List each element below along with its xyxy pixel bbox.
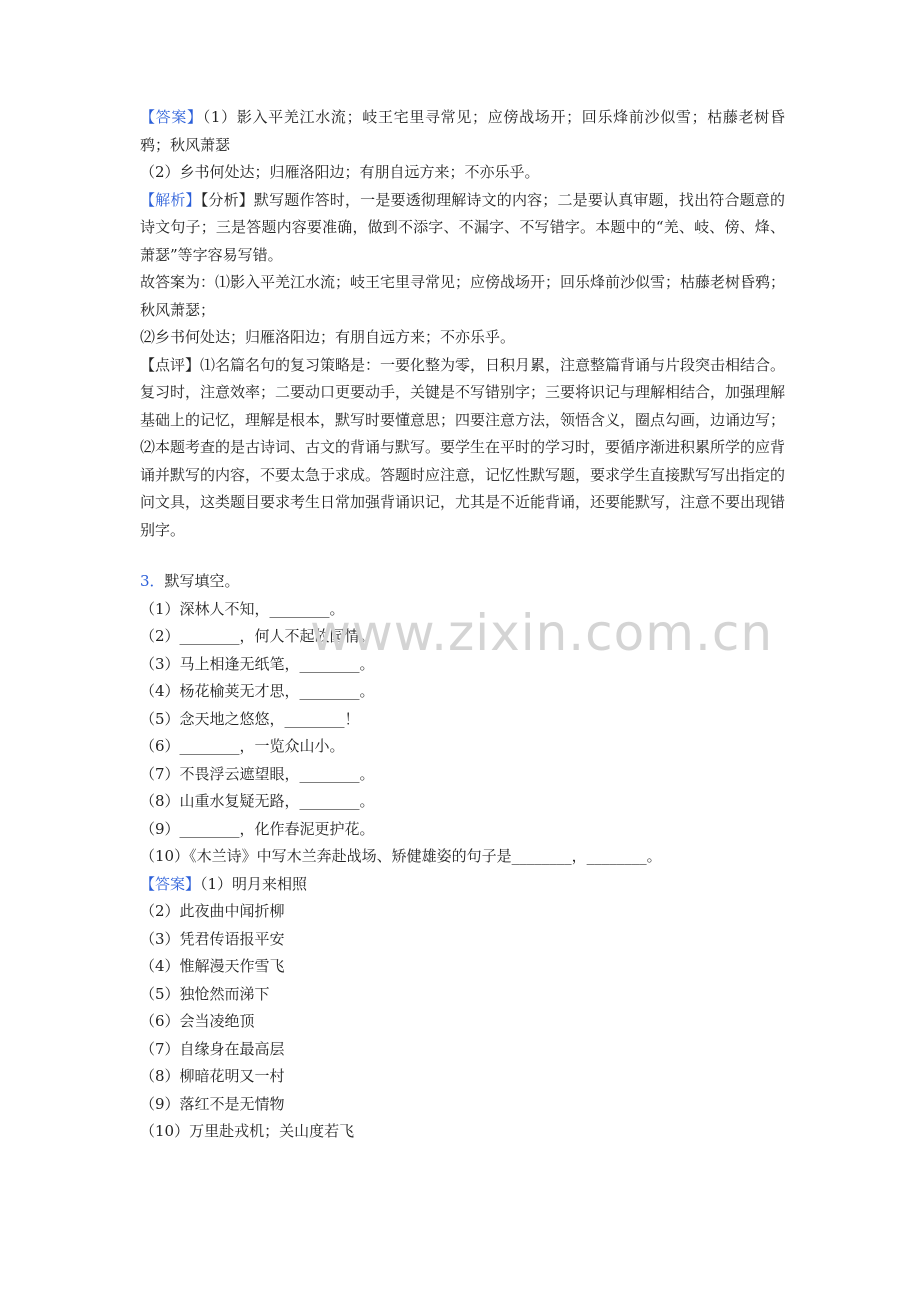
answer-text: （1）影入平羌江水流；岐王宅里寻常见；应傍战场开；回乐烽前沙似雪；枯藤老树昏鸦；秋风萧瑟 — [140, 108, 785, 154]
watermark: www.zixin.com.cn — [310, 604, 774, 662]
answer-item: （4）惟解漫天作雪飞 — [140, 957, 285, 975]
question-item: （6）________，一览众山小。 — [140, 737, 345, 755]
question-number: 3． — [140, 572, 165, 590]
answer-line-1 — [140, 871, 785, 899]
answer-paragraph-2: （2）乡书何处达；归雁洛阳边；有朋自远方来；不亦乐乎。 — [140, 163, 540, 181]
question-item: （5）念天地之悠悠，________！ — [140, 709, 360, 728]
question-item: （10）《木兰诗》中写木兰奔赴战场、矫健雄姿的句子是________，________。 — [140, 847, 662, 865]
question-item: （7）不畏浮云遮望眼，________。 — [140, 764, 375, 783]
question-item: （2）________，何人不起故园情。 — [140, 627, 375, 645]
comment-paragraph-1: 【点评】⑴名篇名句的复习策略是：一要化整为零，日积月累，注意整篇背诵与片段突击相结合。复习时，注意效率；二要动口更要动手，关键是不写错别字；三要将识记与理解相结合，加强理解基础上的记忆，理解是根本，默写时要懂意思；四要注意方法，领悟含义，圈点勾画，边诵边写； — [140, 355, 786, 429]
answer-item: （6）会当凌绝顶 — [140, 1012, 255, 1030]
therefore-paragraph-2: ⑵乡书何处达；归雁洛阳边；有朋自远方来；不亦乐乎。 — [140, 328, 516, 346]
answer-tag: 【答案】 — [140, 874, 201, 893]
question-item: （4）杨花榆荚无才思，________。 — [140, 682, 375, 700]
answer-paragraph-1 — [140, 104, 785, 159]
answer-item: （10）万里赴戎机；关山度若飞 — [140, 1122, 355, 1140]
question-item: （3）马上相逢无纸笔，________。 — [140, 654, 375, 673]
therefore-paragraph-1: 故答案为：⑴影入平羌江水流；岐王宅里寻常见；应傍战场开；回乐烽前沙似雪；枯藤老树昏鸦；秋风萧瑟； — [140, 273, 786, 319]
question-3-title — [140, 568, 785, 596]
question-title: 默写填空。 — [164, 572, 240, 590]
document-body — [140, 104, 785, 1146]
section-gap — [140, 544, 785, 568]
question-item: （9）________，化作春泥更护花。 — [140, 819, 375, 838]
question-item: （1）深林人不知，________。 — [140, 599, 345, 618]
answer-item: （3）凭君传语报平安 — [140, 929, 285, 948]
answer-item: （5）独怆然而涕下 — [140, 984, 270, 1003]
answer-item: （8）柳暗花明又一村 — [140, 1067, 285, 1085]
analysis-text: 【分析】默写题作答时，一是要透彻理解诗文的内容；二是要认真审题，找出符合题意的诗文句子；三是答题内容要准确，做到不添字、不漏字、不写错字。本题中的“羌、岐、傍、烽、萧瑟”等字容易写错。 — [140, 190, 785, 264]
answer-item: （9）落红不是无情物 — [140, 1094, 285, 1113]
question-item: （8）山重水复疑无路，________。 — [140, 792, 375, 810]
analysis-paragraph — [140, 187, 785, 270]
answer-item: （1）明月来相照 — [200, 874, 308, 893]
analysis-tag: 【解析】 — [140, 190, 201, 209]
answer-item: （2）此夜曲中闻折柳 — [140, 902, 285, 920]
answer-item: （7）自缘身在最高层 — [140, 1039, 285, 1058]
answer-tag: 【答案】 — [140, 108, 203, 126]
comment-paragraph-2: ⑵本题考查的是古诗词、古文的背诵与默写。要学生在平时的学习时，要循序渐进积累所学的应背诵并默写的内容，不要太急于求成。答题时应注意，记忆性默写题，要求学生直接默写写出指定的问文具，这类题目要求考生日常加强背诵识记，尤其是不近能背诵，还要能默写，注意不要出现错别字。 — [140, 438, 786, 539]
